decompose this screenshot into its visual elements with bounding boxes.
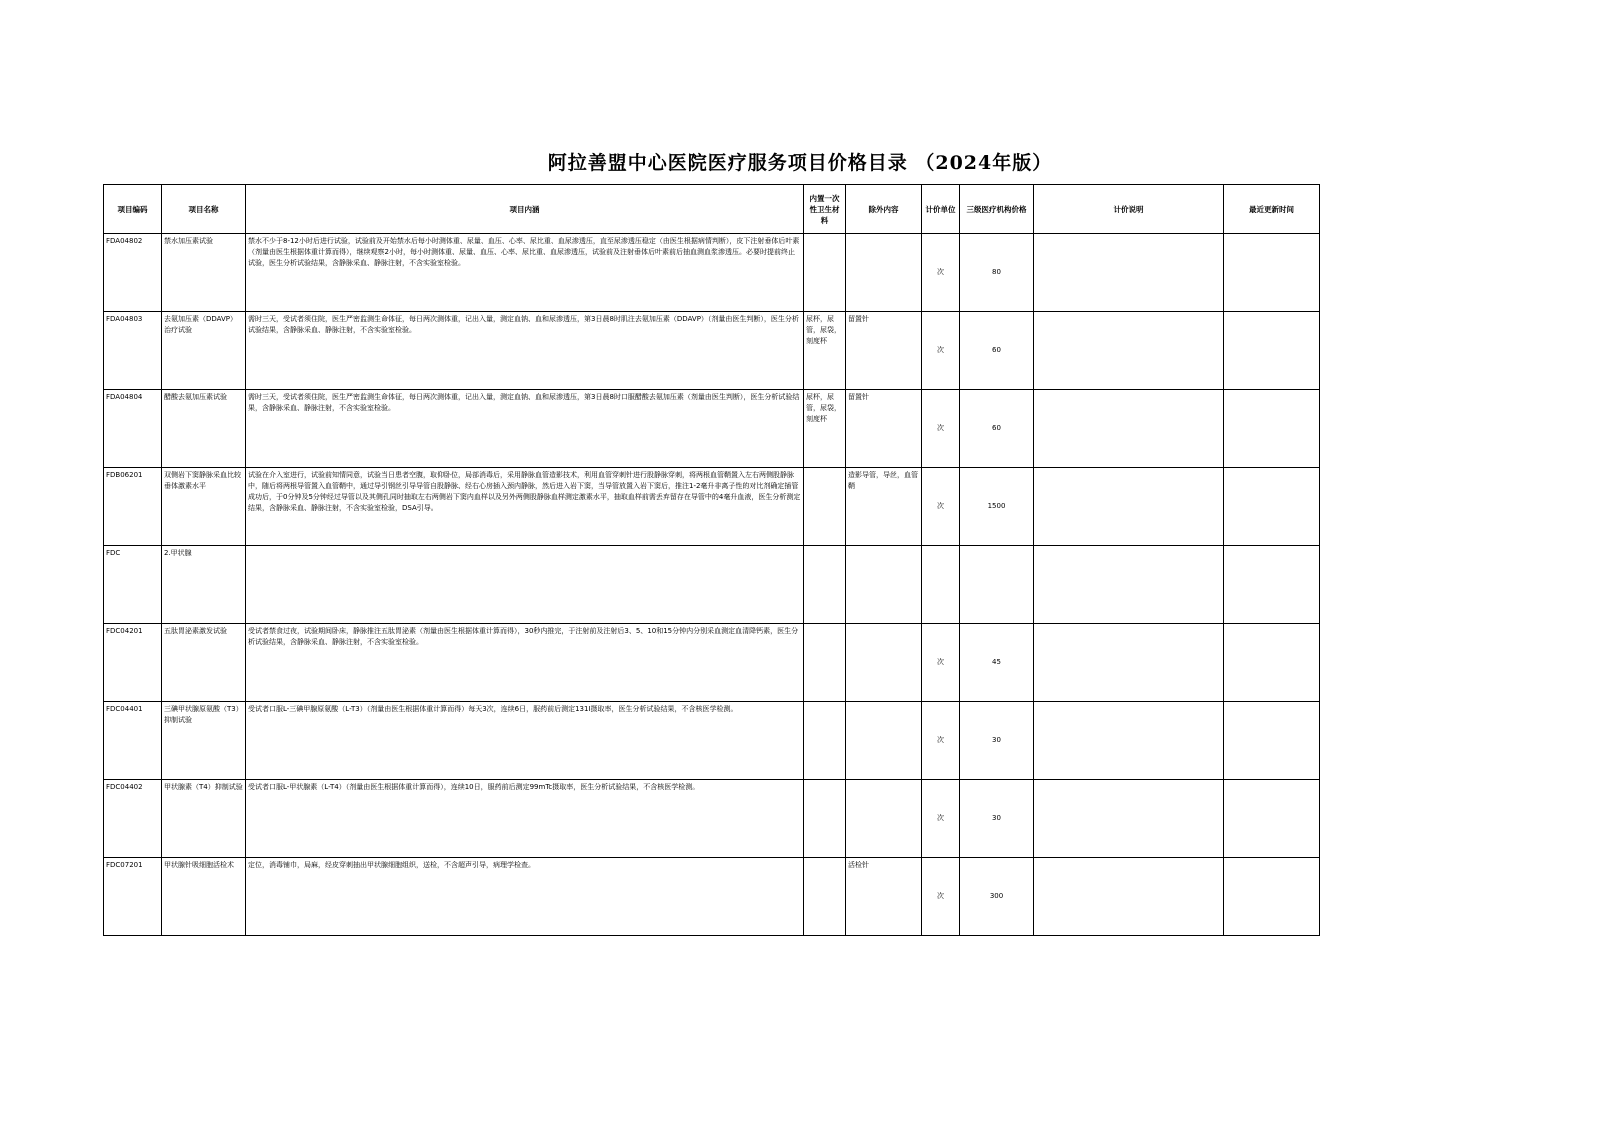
cell-material [804, 234, 846, 312]
cell-name: 五肽胃泌素激发试验 [162, 624, 246, 702]
cell-unit: 次 [922, 390, 960, 468]
cell-price [960, 546, 1034, 624]
cell-unit: 次 [922, 234, 960, 312]
cell-note [1034, 234, 1224, 312]
cell-excluded: 留置针 [846, 312, 922, 390]
cell-name: 三碘甲状腺原氨酸（T3）抑制试验 [162, 702, 246, 780]
cell-code: FDC04201 [104, 624, 162, 702]
cell-code: FDC07201 [104, 858, 162, 936]
table-row [104, 624, 1320, 702]
cell-unit: 次 [922, 468, 960, 546]
col-header-name: 项目名称 [162, 185, 246, 234]
cell-unit [922, 546, 960, 624]
cell-content: 禁水不少于8-12小时后进行试验，试验前及开始禁水后每小时测体重、尿量、血压、心率、尿比重、血尿渗透压，直至尿渗透压稳定（由医生根据病情判断），皮下注射垂体后叶素（剂量由医生根据体重计算而得），继续观察2小时，每小时测体重、尿量、血压、心率、尿比重、血尿渗透压，试验前及注射垂体后叶素前后抽血测血浆渗透压。必要时提前终止试验，医生分析试验结果，含静脉采血、静脉注射，不含实验室检验。 [246, 234, 804, 312]
cell-name: 甲状腺素（T4）抑制试验 [162, 780, 246, 858]
cell-material: 尿杯，尿管，尿袋，刻度杯 [804, 390, 846, 468]
cell-content: 受试者口服L-三碘甲腺原氨酸（L-T3）（剂量由医生根据体重计算而得）每天3次，连续6日，服药前后测定131I摄取率，医生分析试验结果，不含核医学检测。 [246, 702, 804, 780]
table-body [104, 234, 1320, 936]
cell-name: 双侧岩下窦静脉采血比较垂体激素水平 [162, 468, 246, 546]
table-row [104, 858, 1320, 936]
cell-note [1034, 468, 1224, 546]
cell-note [1034, 312, 1224, 390]
cell-content: 定位，消毒铺巾，局麻，经皮穿刺抽出甲状腺细胞组织，送检，不含超声引导，病理学检查。 [246, 858, 804, 936]
cell-material [804, 858, 846, 936]
cell-name: 去氨加压素（DDAVP）治疗试验 [162, 312, 246, 390]
cell-code: FDC04402 [104, 780, 162, 858]
cell-material [804, 546, 846, 624]
cell-code: FDC [104, 546, 162, 624]
cell-price: 60 [960, 312, 1034, 390]
price-table [103, 184, 1320, 936]
col-header-content: 项目内涵 [246, 185, 804, 234]
cell-code: FDA04802 [104, 234, 162, 312]
col-header-updated: 最近更新时间 [1224, 185, 1320, 234]
cell-name: 醋酸去氨加压素试验 [162, 390, 246, 468]
cell-name: 禁水加压素试验 [162, 234, 246, 312]
cell-updated [1224, 468, 1320, 546]
cell-code: FDC04401 [104, 702, 162, 780]
cell-code: FDA04803 [104, 312, 162, 390]
cell-excluded [846, 234, 922, 312]
cell-content: 需时三天，受试者须住院，医生严密监测生命体征，每日两次测体重，记出入量，测定血钠、血和尿渗透压，第3日晨8时口服醋酸去氨加压素（剂量由医生判断），医生分析试验结果，含静脉采血、静脉注射，不含实验室检验。 [246, 390, 804, 468]
cell-updated [1224, 702, 1320, 780]
cell-unit: 次 [922, 624, 960, 702]
col-header-unit: 计价单位 [922, 185, 960, 234]
cell-price: 80 [960, 234, 1034, 312]
cell-excluded [846, 702, 922, 780]
cell-updated [1224, 780, 1320, 858]
cell-material: 尿杯，尿管，尿袋，刻度杯 [804, 312, 846, 390]
cell-note [1034, 390, 1224, 468]
table-row [104, 312, 1320, 390]
cell-excluded [846, 546, 922, 624]
col-header-excluded: 除外内容 [846, 185, 922, 234]
cell-updated [1224, 390, 1320, 468]
cell-price: 1500 [960, 468, 1034, 546]
cell-unit: 次 [922, 780, 960, 858]
cell-excluded: 活检针 [846, 858, 922, 936]
table-row [104, 390, 1320, 468]
col-header-price: 三级医疗机构价格 [960, 185, 1034, 234]
cell-unit: 次 [922, 858, 960, 936]
cell-material [804, 624, 846, 702]
page-title: 阿拉善盟中心医院医疗服务项目价格目录 （2024年版） [547, 152, 1053, 174]
cell-updated [1224, 624, 1320, 702]
table-row [104, 468, 1320, 546]
cell-excluded [846, 780, 922, 858]
cell-updated [1224, 546, 1320, 624]
cell-excluded [846, 624, 922, 702]
cell-content: 受试者口服L-甲状腺素（L-T4）（剂量由医生根据体重计算而得），连续10日，服药前后测定99mTc摄取率，医生分析试验结果，不含核医学检测。 [246, 780, 804, 858]
col-header-note: 计价说明 [1034, 185, 1224, 234]
cell-content: 需时三天，受试者须住院，医生严密监测生命体征，每日两次测体重，记出入量，测定血钠、血和尿渗透压，第3日晨8时肌注去氨加压素（DDAVP）（剂量由医生判断），医生分析试验结果，含静脉采血、静脉注射，不含实验室检验。 [246, 312, 804, 390]
cell-updated [1224, 234, 1320, 312]
cell-note [1034, 624, 1224, 702]
cell-code: FDA04804 [104, 390, 162, 468]
cell-unit: 次 [922, 312, 960, 390]
cell-price: 60 [960, 390, 1034, 468]
cell-updated [1224, 858, 1320, 936]
cell-code: FDB06201 [104, 468, 162, 546]
cell-name: 2.甲状腺 [162, 546, 246, 624]
cell-material [804, 468, 846, 546]
col-header-material: 内置一次性卫生材料 [804, 185, 846, 234]
cell-note [1034, 702, 1224, 780]
cell-note [1034, 780, 1224, 858]
cell-updated [1224, 312, 1320, 390]
cell-name: 甲状腺针吸细胞活检术 [162, 858, 246, 936]
cell-material [804, 780, 846, 858]
cell-excluded: 造影导管，导丝，血管鞘 [846, 468, 922, 546]
table-header-row [104, 185, 1320, 234]
cell-price: 45 [960, 624, 1034, 702]
cell-price: 300 [960, 858, 1034, 936]
cell-note [1034, 858, 1224, 936]
table-row [104, 234, 1320, 312]
cell-content: 受试者禁食过夜，试验期间卧床，静脉推注五肽胃泌素（剂量由医生根据体重计算而得），30秒内推完，于注射前及注射后3、5、10和15分钟内分别采血测定血清降钙素，医生分析试验结果，含静脉采血、静脉注射，不含实验室检验。 [246, 624, 804, 702]
cell-material [804, 702, 846, 780]
table-row [104, 780, 1320, 858]
cell-content: 试验在介入室进行，试验前知情同意，试验当日患者空腹，取仰卧位，局部消毒后，采用静脉血管造影技术，利用血管穿刺针进行股静脉穿刺，将两根血管鞘置入左右两侧股静脉中，随后将两根导管置入血管鞘中，通过导引钢丝引导导管自股静脉、经右心房插入颈内静脉，然后进入岩下窦，当导管放置入岩下窦后，推注1-2毫升非离子性的对比剂确定插管成功后，于0分钟及5分钟经过导管以及其侧孔同时抽取左右两侧岩下窦内血样以及另外两侧股静脉血样测定激素水平，抽取血样前需丢弃留存在导管中的4毫升血液，医生分析测定结果，含静脉采血、静脉注射，不含实验室检验，DSA引导。 [246, 468, 804, 546]
col-header-code: 项目编码 [104, 185, 162, 234]
table-row [104, 546, 1320, 624]
cell-content [246, 546, 804, 624]
table-row [104, 702, 1320, 780]
cell-note [1034, 546, 1224, 624]
cell-excluded: 留置针 [846, 390, 922, 468]
cell-price: 30 [960, 780, 1034, 858]
cell-price: 30 [960, 702, 1034, 780]
cell-unit: 次 [922, 702, 960, 780]
